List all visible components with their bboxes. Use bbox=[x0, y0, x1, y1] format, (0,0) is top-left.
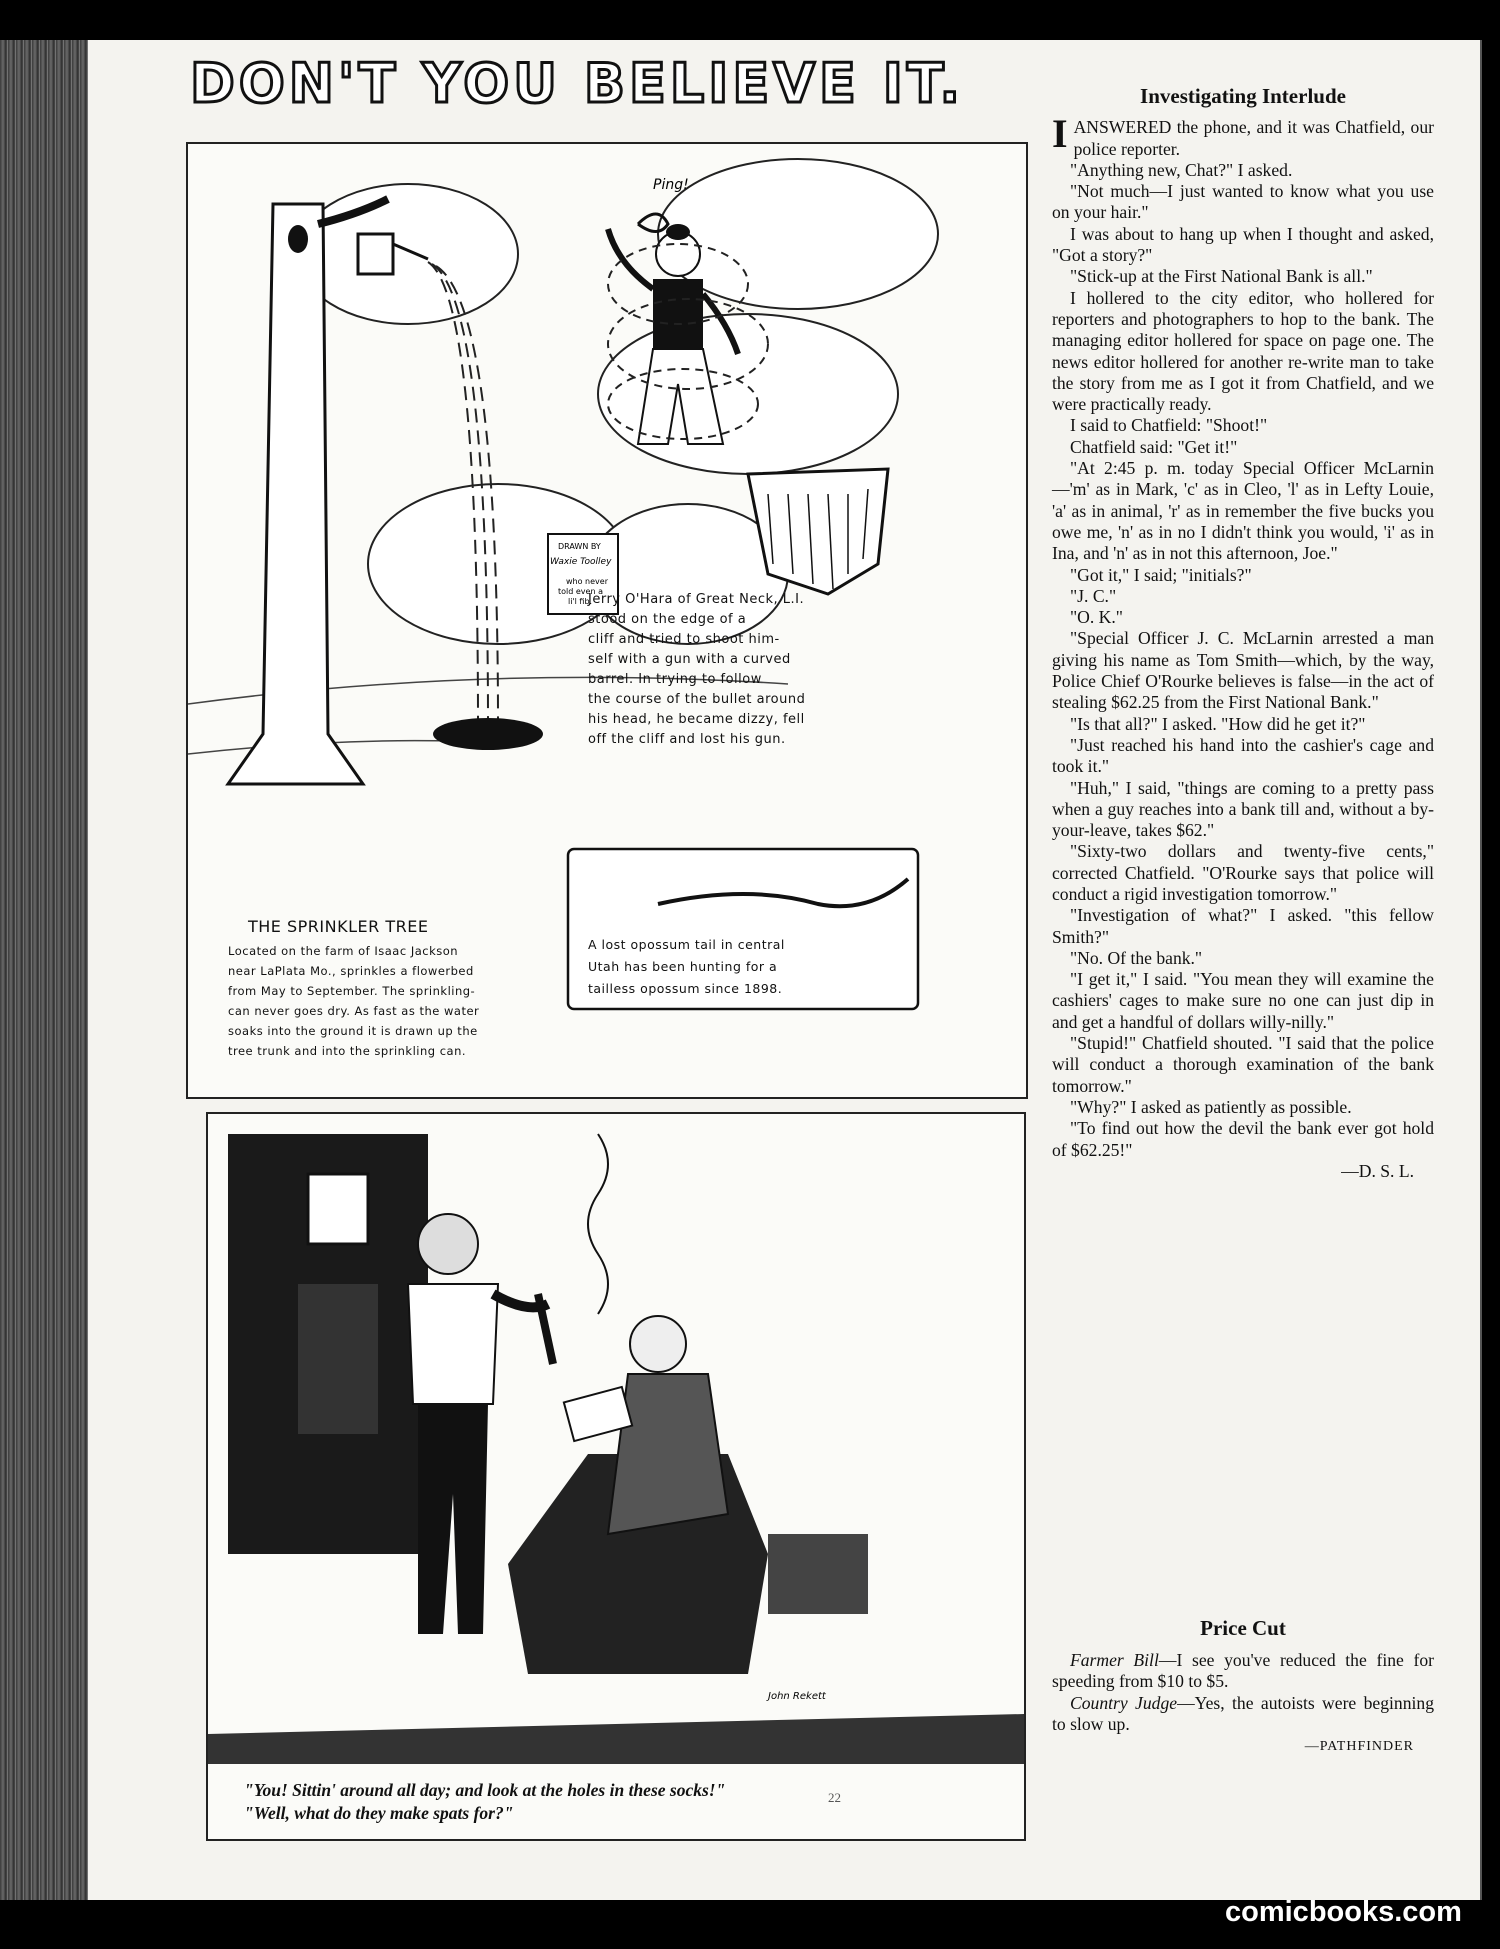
artist-signature: John Rekett bbox=[768, 1691, 826, 1702]
page-title bbox=[190, 52, 1040, 147]
price-cut-heading: Price Cut bbox=[1200, 1616, 1286, 1640]
story-paragraph: "J. C." bbox=[1070, 585, 1117, 606]
story-investigating-interlude bbox=[1052, 86, 1434, 1182]
story-paragraph: "Special Officer J. C. McLarnin arrested a man giving his name as Tom Smith—which, by the way, Police Chief O'Rourke believes is false—in the act of stealing $62.25 from the First National Bank." bbox=[1052, 628, 1434, 713]
jerry-caption-line: his head, he became dizzy, fell bbox=[588, 712, 805, 727]
price-cut-source: —PATHFINDER bbox=[1304, 1738, 1414, 1754]
dresser bbox=[298, 1284, 378, 1434]
story-paragraph: "Is that all?" I asked. "How did he get it?" bbox=[1070, 713, 1366, 734]
story-paragraph: Chatfield said: "Get it!" bbox=[1070, 436, 1238, 457]
story-paragraph: I was about to hang up when I thought and asked, "Got a story?" bbox=[1052, 223, 1434, 266]
sprinkler-caption bbox=[228, 917, 568, 1061]
story-paragraph bbox=[1052, 111, 1434, 160]
page-title-text: DON'T YOU BELIEVE IT. bbox=[190, 52, 964, 115]
ping-text: Ping! bbox=[653, 177, 689, 193]
story-paragraph: "I get it," I said. "You mean they will examine the cashiers' cages to make sure no one can just dip in and get a handful of dollars willy-nilly." bbox=[1052, 969, 1434, 1032]
story-paragraph: "Why?" I asked as patiently as possible. bbox=[1070, 1096, 1352, 1117]
story-paragraph: "Got it," I said; "initials?" bbox=[1070, 564, 1252, 585]
story-paragraph: "Stupid!" Chatfield shouted. "I said that the police will conduct a thorough examination of the bank tomorrow." bbox=[1052, 1033, 1434, 1096]
drop-cap: I bbox=[1052, 111, 1068, 157]
jerry-caption-line: self with a gun with a curved bbox=[588, 652, 791, 667]
jerry-caption-line: stood on the edge of a bbox=[588, 612, 747, 627]
sprinkler-caption-line: Located on the farm of Isaac Jackson bbox=[228, 944, 459, 958]
socks-caption-line1: "You! Sittin' around all day; and look at the holes in these socks!" bbox=[244, 1780, 726, 1800]
story-paragraph: I hollered to the city editor, who hollered for reporters and photographers to hop to the bank. The managing editor hollered for space on page one. The news editor hollered for another re-write man to take the story from me as I got it from Chatfield, and we were practically ready. bbox=[1052, 287, 1434, 415]
opossum-caption-line: Utah has been hunting for a bbox=[588, 959, 778, 974]
cliff bbox=[748, 469, 888, 594]
flowerbed bbox=[433, 718, 543, 750]
smoke-wisp bbox=[588, 1134, 608, 1314]
story-paragraph: "Sixty-two dollars and twenty-five cents," corrected Chatfield. "O'Rourke says that police will conduct a rigid investigation tomorrow." bbox=[1052, 841, 1434, 904]
story-paragraph: "Not much—I just wanted to know what you use on your hair." bbox=[1052, 181, 1434, 223]
book-page-edges bbox=[0, 40, 100, 1900]
price-cut-text: —Yes, the autoists were beginning to slow up. bbox=[1052, 1692, 1434, 1734]
socks-caption bbox=[244, 1779, 1004, 1825]
opossum-caption-line: tailless opossum since 1898. bbox=[588, 981, 783, 996]
jerry-caption-line: the course of the bullet around bbox=[588, 692, 806, 707]
sign-line1: DRAWN BY bbox=[558, 542, 601, 551]
story-price-cut bbox=[1052, 1618, 1434, 1757]
story-paragraph: "To find out how the devil the bank ever got hold of $62.25!" bbox=[1052, 1118, 1434, 1160]
story-paragraph-text: ANSWERED the phone, and it was Chatfield, our police reporter. bbox=[1073, 117, 1434, 159]
opossum-caption-line: A lost opossum tail in central bbox=[588, 937, 785, 952]
price-cut-line bbox=[1052, 1650, 1434, 1693]
socks-caption-line2: "Well, what do they make spats for?" bbox=[244, 1803, 514, 1823]
cartoon-panel-believe-it bbox=[186, 142, 1028, 1099]
jerry-caption-line: barrel. In trying to follow bbox=[588, 672, 762, 687]
jerry-caption bbox=[588, 590, 1008, 750]
socks-illustration bbox=[208, 1114, 1024, 1839]
story-paragraph: "Huh," I said, "things are coming to a pretty pass when a guy reaches into a bank till and, without a by-your-leave, takes $62." bbox=[1052, 777, 1434, 841]
story-paragraph: "At 2:45 p. m. today Special Officer McLarnin—'m' as in Mark, 'c' as in Cleo, 'l' as in Lefty Louie, 'a' as in animal, 'r' as in remember the five bucks you owe me, 'n' as in no I didn't think you would, 'i' as in Ina, and 'n' as in not this afternoon, Joe." bbox=[1052, 458, 1434, 564]
sign-line3: who never bbox=[566, 577, 608, 586]
price-cut-text: —I see you've reduced the fine for speeding from $10 to $5. bbox=[1052, 1649, 1435, 1691]
sign-signature: Waxie Toolley bbox=[550, 557, 612, 567]
speaker-farmer: Farmer Bill bbox=[1070, 1649, 1159, 1670]
story-paragraph: "No. Of the bank." bbox=[1070, 947, 1203, 968]
speaker-judge: Country Judge bbox=[1070, 1692, 1178, 1713]
jerry-caption-line: cliff and tried to shoot him- bbox=[588, 632, 780, 647]
story-paragraph: "O. K." bbox=[1070, 607, 1123, 628]
watermark: comicbooks.com bbox=[1225, 1896, 1462, 1928]
woman-body bbox=[608, 1374, 728, 1534]
picture-frame bbox=[308, 1174, 368, 1244]
story-paragraph: "Investigation of what?" I asked. "this fellow Smith?" bbox=[1052, 905, 1434, 947]
jerry-caption-line: Jerry O'Hara of Great Neck, L.I. bbox=[588, 592, 805, 607]
side-table bbox=[768, 1534, 868, 1614]
woman-head bbox=[630, 1316, 686, 1372]
story-heading: Investigating Interlude bbox=[1140, 84, 1346, 108]
story-paragraph: "Stick-up at the First National Bank is all." bbox=[1070, 266, 1373, 287]
sprinkler-caption-line: soaks into the ground it is drawn up the bbox=[228, 1024, 478, 1038]
sprinkler-caption-line: can never goes dry. As fast as the water bbox=[228, 1004, 480, 1018]
sprinkler-title: THE SPRINKLER TREE bbox=[248, 917, 429, 936]
rug-shadow bbox=[208, 1714, 1024, 1764]
page-number: 22 bbox=[828, 1790, 841, 1805]
price-cut-line bbox=[1052, 1693, 1434, 1736]
sprinkler-caption-line: from May to September. The sprinkling- bbox=[228, 984, 476, 998]
opossum-caption bbox=[588, 934, 908, 1000]
sign-line5: li'l fib. bbox=[568, 597, 593, 606]
jerry-caption-line: off the cliff and lost his gun. bbox=[588, 732, 786, 747]
sprinkler-caption-line: near LaPlata Mo., sprinkles a flowerbed bbox=[228, 964, 474, 978]
sign-line4: told even a bbox=[558, 587, 603, 596]
cartoon-panel-socks bbox=[206, 1112, 1026, 1841]
story-paragraph: "Just reached his hand into the cashier's cage and took it." bbox=[1052, 734, 1434, 777]
story-paragraph: "Anything new, Chat?" I asked. bbox=[1070, 159, 1293, 180]
sprinkler-caption-line: tree trunk and into the sprinkling can. bbox=[228, 1044, 467, 1058]
story-paragraph: I said to Chatfield: "Shoot!" bbox=[1070, 415, 1268, 436]
story-signature: —D. S. L. bbox=[1341, 1160, 1414, 1181]
